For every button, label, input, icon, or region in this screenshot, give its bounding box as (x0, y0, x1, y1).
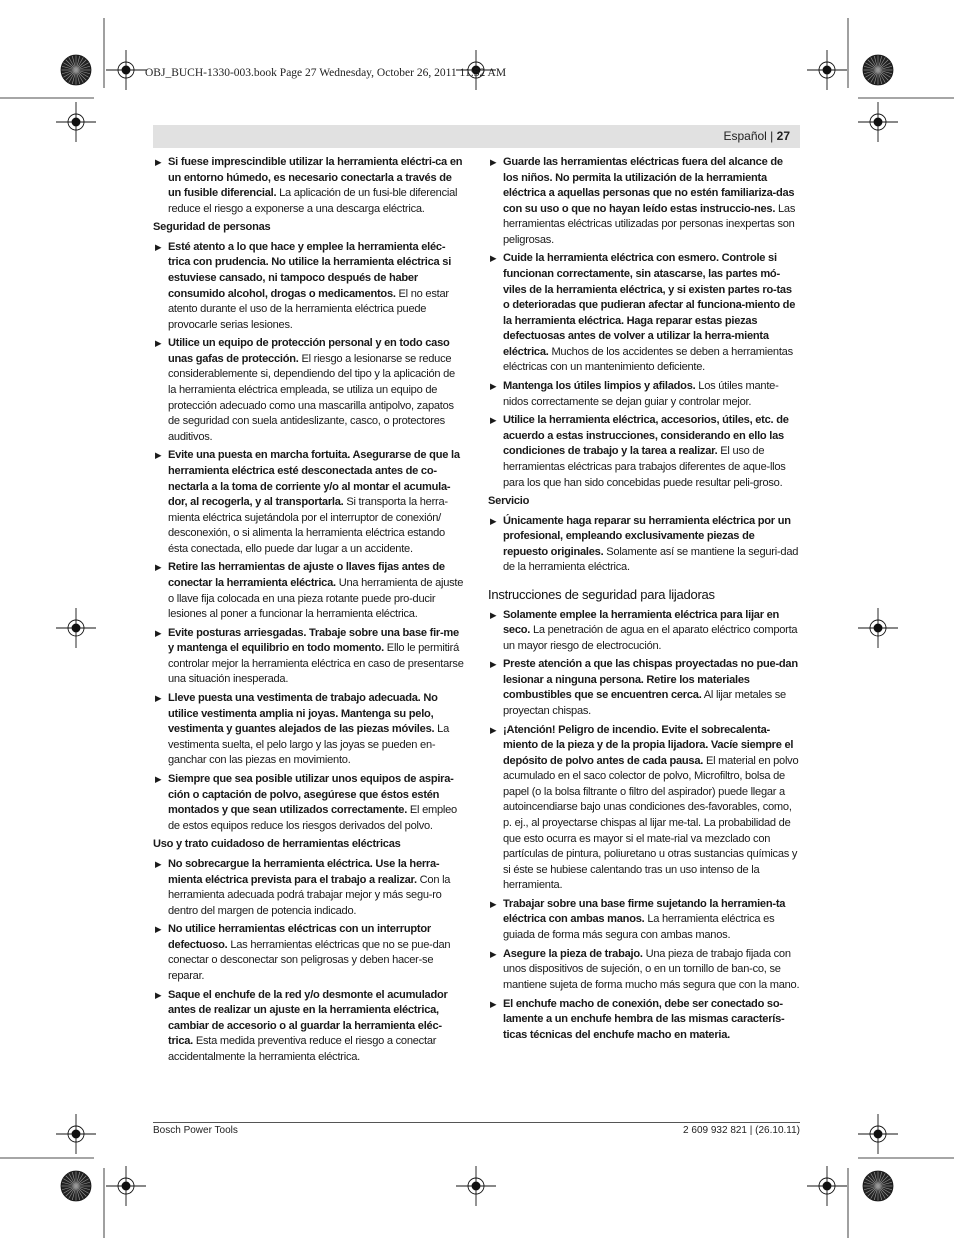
crosshair-mark (56, 608, 96, 648)
instruction-bold-text: Solamente emplee la herramienta eléctrica para lijar en seco. (503, 608, 780, 637)
instruction-body-text: Esta medida preventiva reduce el riesgo a conectar accidentalmente la herramienta eléctrica. (168, 1035, 437, 1063)
instruction-body-text: La vestimenta suelta, el pelo largo y las joyas se pueden en-ganchar con las piezas en movimiento. (168, 723, 449, 767)
safety-instruction-item (153, 772, 465, 834)
instruction-bold-text: Evite posturas arriesgadas. Trabaje sobre una base fir-me y mantenga el equilibrio en todo momento. (168, 626, 459, 655)
crosshair-mark (106, 1166, 146, 1206)
page-header (723, 129, 790, 143)
instruction-body-text: Las herramientas eléctricas que no se pue-dan conectar o desconectar son peligrosas y deben hacer-se reparar. (168, 938, 451, 983)
crosshair-mark (807, 1166, 847, 1206)
safety-instruction-item (153, 448, 465, 557)
footer-brand: Bosch Power Tools (153, 1125, 238, 1136)
instruction-body-text: El no estar atento durante el uso de la herramienta eléctrica puede provocarle serias lesiones. (168, 287, 449, 331)
safety-instruction-item (488, 379, 800, 410)
header-language: Español (723, 129, 767, 143)
instruction-bold-text: Utilice un equipo de protección personal y en todo caso unas gafas de protección. (168, 337, 450, 365)
right-column (488, 155, 800, 1046)
safety-instruction-item (488, 897, 800, 944)
instruction-body-text: La aplicación de un fusi-ble diferencial reduce el riesgo a exponerse a una descarga eléctrica. (168, 187, 458, 215)
safety-instruction-item (488, 251, 800, 375)
crosshair-mark (56, 1114, 96, 1154)
crosshair-mark (807, 50, 847, 90)
safety-instruction-item (153, 857, 465, 919)
crosshair-mark (456, 1166, 496, 1206)
safety-instruction-item (488, 155, 800, 248)
safety-instruction-item (153, 922, 465, 984)
instruction-body-text: Las herramientas eléctricas utilizadas por personas inexpertas son peligrosas. (503, 202, 796, 246)
safety-instruction-item (153, 240, 465, 333)
instruction-body-text: El riesgo a lesionarse se reduce considerablemente si, dependiendo del tipo y la aplicación de la herramienta eléctrica empleada, se utiliza un equipo de protección adecuado como una mascarilla antipolvo, zapatos de seguridad con suela antideslizante, casco, o protectores auditivos. (168, 352, 455, 443)
instruction-bold-text: Siempre que sea posible utilizar unos equipos de aspira-ción o captación de polvo, asegúrese que éstos estén montados y que sean utilizados correctamente. (168, 773, 454, 817)
footer-rule (153, 1122, 800, 1123)
instruction-body-text: Los útiles mante-nidos correctamente se dejan guiar y controlar mejor. (503, 380, 779, 408)
instruction-bold-text: Retire las herramientas de ajuste o llaves fijas antes de conectar la herramienta eléctrica. (168, 561, 445, 589)
safety-instruction-item (153, 560, 465, 622)
safety-instruction-item (488, 413, 800, 491)
subsection-heading: Uso y trato cuidadoso de herramientas eléctricas (153, 838, 401, 851)
safety-instruction-item (488, 514, 800, 576)
crosshair-mark (56, 102, 96, 142)
safety-instruction-item (153, 155, 465, 217)
safety-instruction-item (153, 336, 465, 445)
instruction-body-text: Solamente así se mantiene la seguri-dad de la herramienta eléctrica. (503, 545, 799, 574)
instruction-bold-text: No sobrecargue la herramienta eléctrica. Use la herra-mienta eléctrica prevista para el trabajo a realizar. (168, 858, 440, 886)
instruction-bold-text: Preste atención a que las chispas proyectadas no pue-dan lesionar a ninguna persona. Retire los materiales combustibles que se encuentren cerca. (503, 658, 798, 702)
safety-instruction-item (153, 988, 465, 1066)
instruction-bold-text: Guarde las herramientas eléctricas fuera del alcance de los niños. No permita la utilización de la herramienta eléctrica a aquellas personas que no estén familiariza-das con su uso o que no hayan leído estas instruccio-nes. (503, 156, 795, 215)
page-header-bar (153, 125, 800, 148)
instruction-bold-text: Trabajar sobre una base firme sujetando la herramien-ta eléctrica con ambas manos. (503, 897, 786, 926)
instruction-body-text: Muchos de los accidentes se deben a herramientas eléctricas con un mantenimiento deficiente. (503, 345, 793, 374)
crosshair-mark (106, 50, 146, 90)
book-info-line: OBJ_BUCH-1330-003.book Page 27 Wednesday, October 26, 2011 11:52 AM (145, 67, 507, 79)
instruction-bold-text: Únicamente haga reparar su herramienta eléctrica por un profesional, empleando exclusivamente piezas de repuesto originales. (503, 514, 791, 558)
subsection-heading: Servicio (488, 495, 530, 508)
registration-rosette (61, 55, 91, 85)
registration-rosette (863, 55, 893, 85)
crosshair-mark (858, 1114, 898, 1154)
instruction-bold-text: Si fuese imprescindible utilizar la herramienta eléctri-ca en un entorno húmedo, es necesario conectarla a través de un fusible diferencial. (168, 156, 463, 200)
instruction-bold-text: Mantenga los útiles limpios y afilados. (503, 380, 696, 393)
subsection-heading: Seguridad de personas (153, 221, 271, 234)
instruction-body-text: El uso de herramientas eléctricas para trabajos diferentes de aque-llos para los que han sido concebidas puede resultar peli-groso. (503, 445, 786, 489)
header-separator: | (766, 129, 777, 143)
instruction-body-text: La penetración de agua en el aparato eléctrico comporta un mayor riesgo de electrocución. (503, 624, 798, 652)
safety-instruction-item (488, 723, 800, 894)
instruction-bold-text: ¡Atención! Peligro de incendio. Evite el sobrecalenta-miento de la pieza y de la propia lijadora. Vacíe siempre el depósito de polvo antes de cada pausa. (503, 723, 794, 767)
safety-instruction-item (488, 997, 800, 1044)
instruction-body-text: La herramienta eléctrica es guiada de forma más segura con ambas manos. (503, 913, 775, 942)
safety-instruction-item (153, 691, 465, 769)
crosshair-mark (858, 102, 898, 142)
instruction-body-text: Una pieza de trabajo fijada con unos dispositivos de sujeción, o en un tornillo de ban-co, se mantiene sujeta de forma mucho más segura que con la mano. (503, 947, 800, 991)
registration-rosette (61, 1171, 91, 1201)
instruction-bold-text: El enchufe macho de conexión, debe ser conectado so-lamente a un enchufe hembra de las mismas caracterís-ticas técnicas del enchufe macho en materia. (503, 997, 785, 1041)
instruction-bold-text: Evite una puesta en marcha fortuita. Asegurarse de que la herramienta eléctrica esté desconectada antes de co-nectarla a la toma de corriente y/o al montar el acumula-dor, al recogerla, y al transportarla. (168, 449, 460, 509)
instruction-bold-text: Asegure la pieza de trabajo. (503, 947, 643, 960)
crosshair-mark (858, 608, 898, 648)
instruction-body-text: Con la herramienta adecuada podrá trabajar mejor y más segu-ro dentro del margen de potencia indicado. (168, 873, 451, 917)
safety-instruction-item (488, 608, 800, 655)
safety-instruction-item (488, 947, 800, 994)
instruction-body-text: El empleo de estos equipos reduce los riesgos derivados del polvo. (168, 804, 457, 832)
footer-doc-number: 2 609 932 821 | (26.10.11) (683, 1125, 800, 1136)
instruction-bold-text: No utilice herramientas eléctricas con un interruptor defectuoso. (168, 923, 431, 951)
instruction-body-text: Ello le permitirá controlar mejor la herramienta eléctrica en caso de presentarse una situación inesperada. (168, 642, 464, 686)
instruction-body-text: El material en polvo acumulado en el saco colector de polvo, Microfiltro, bolsa de papel (o la bolsa filtrante o filtro del aspirador) puede llegar a autoincendiarse bajo unas condiciones des-favorables, como, p. ej., al proyectarse chispas al lijar me-tal. La probabilidad de que esto ocurra es mayor si el mate-rial va mezclado con partículas de pintura, poliuretano u otras sustancias químicas y si éste se hubiese calentando tras un uso intenso de la herramienta. (503, 754, 799, 892)
registration-rosette (863, 1171, 893, 1201)
instruction-bold-text: Saque el enchufe de la red y/o desmonte el acumulador antes de realizar un ajuste en la herramienta eléctrica, cambiar de accesorio o al guardar la herramienta eléc-trica. (168, 988, 448, 1048)
instruction-bold-text: Utilice la herramienta eléctrica, accesorios, útiles, etc. de acuerdo a estas instrucciones, considerando en ello las condiciones de trabajo y la tarea a realizar. (503, 414, 789, 458)
safety-instruction-item (488, 657, 800, 719)
instruction-body-text: Al lijar metales se proyectan chispas. (503, 689, 786, 717)
instruction-bold-text: Esté atento a lo que hace y emplee la herramienta eléc-trica con prudencia. No utilice la herramienta eléctrica si estuviese cansado, ni tampoco después de haber consumido alcohol, drogas o medicamentos. (168, 240, 452, 300)
instruction-bold-text: Cuide la herramienta eléctrica con esmero. Controle si funcionan correctamente, sin atascarse, las partes mó-viles de la herramienta eléctrica, y si existen partes ro-tas o deterioradas que pudieran afectar al funciona-miento de la herramienta eléctrica. Haga reparar estas piezas defectuosas antes de volver a utilizar la herra-mienta eléctrica. (503, 252, 796, 358)
instruction-bold-text: Lleve puesta una vestimenta de trabajo adecuada. No utilice vestimenta amplia ni joyas. Mantenga su pelo, vestimenta y guantes alejados de las piezas móviles. (168, 692, 438, 736)
left-column (153, 155, 465, 1069)
instruction-body-text: Una herramienta de ajuste o llave fija colocada en una pieza rotante puede pro-ducir lesiones al poner a funcionar la herramienta eléctrica. (168, 576, 464, 621)
instruction-body-text: Si transporta la herra-mienta eléctrica sujetándola por el interruptor de conexión/ desconexión, o si alimenta la herramienta eléctrica estando ésta conectada, ello puede dar lugar a un accidente. (168, 496, 448, 555)
page-number: 27 (776, 129, 790, 143)
section-heading: Instrucciones de seguridad para lijadoras (488, 586, 715, 602)
safety-instruction-item (153, 626, 465, 688)
